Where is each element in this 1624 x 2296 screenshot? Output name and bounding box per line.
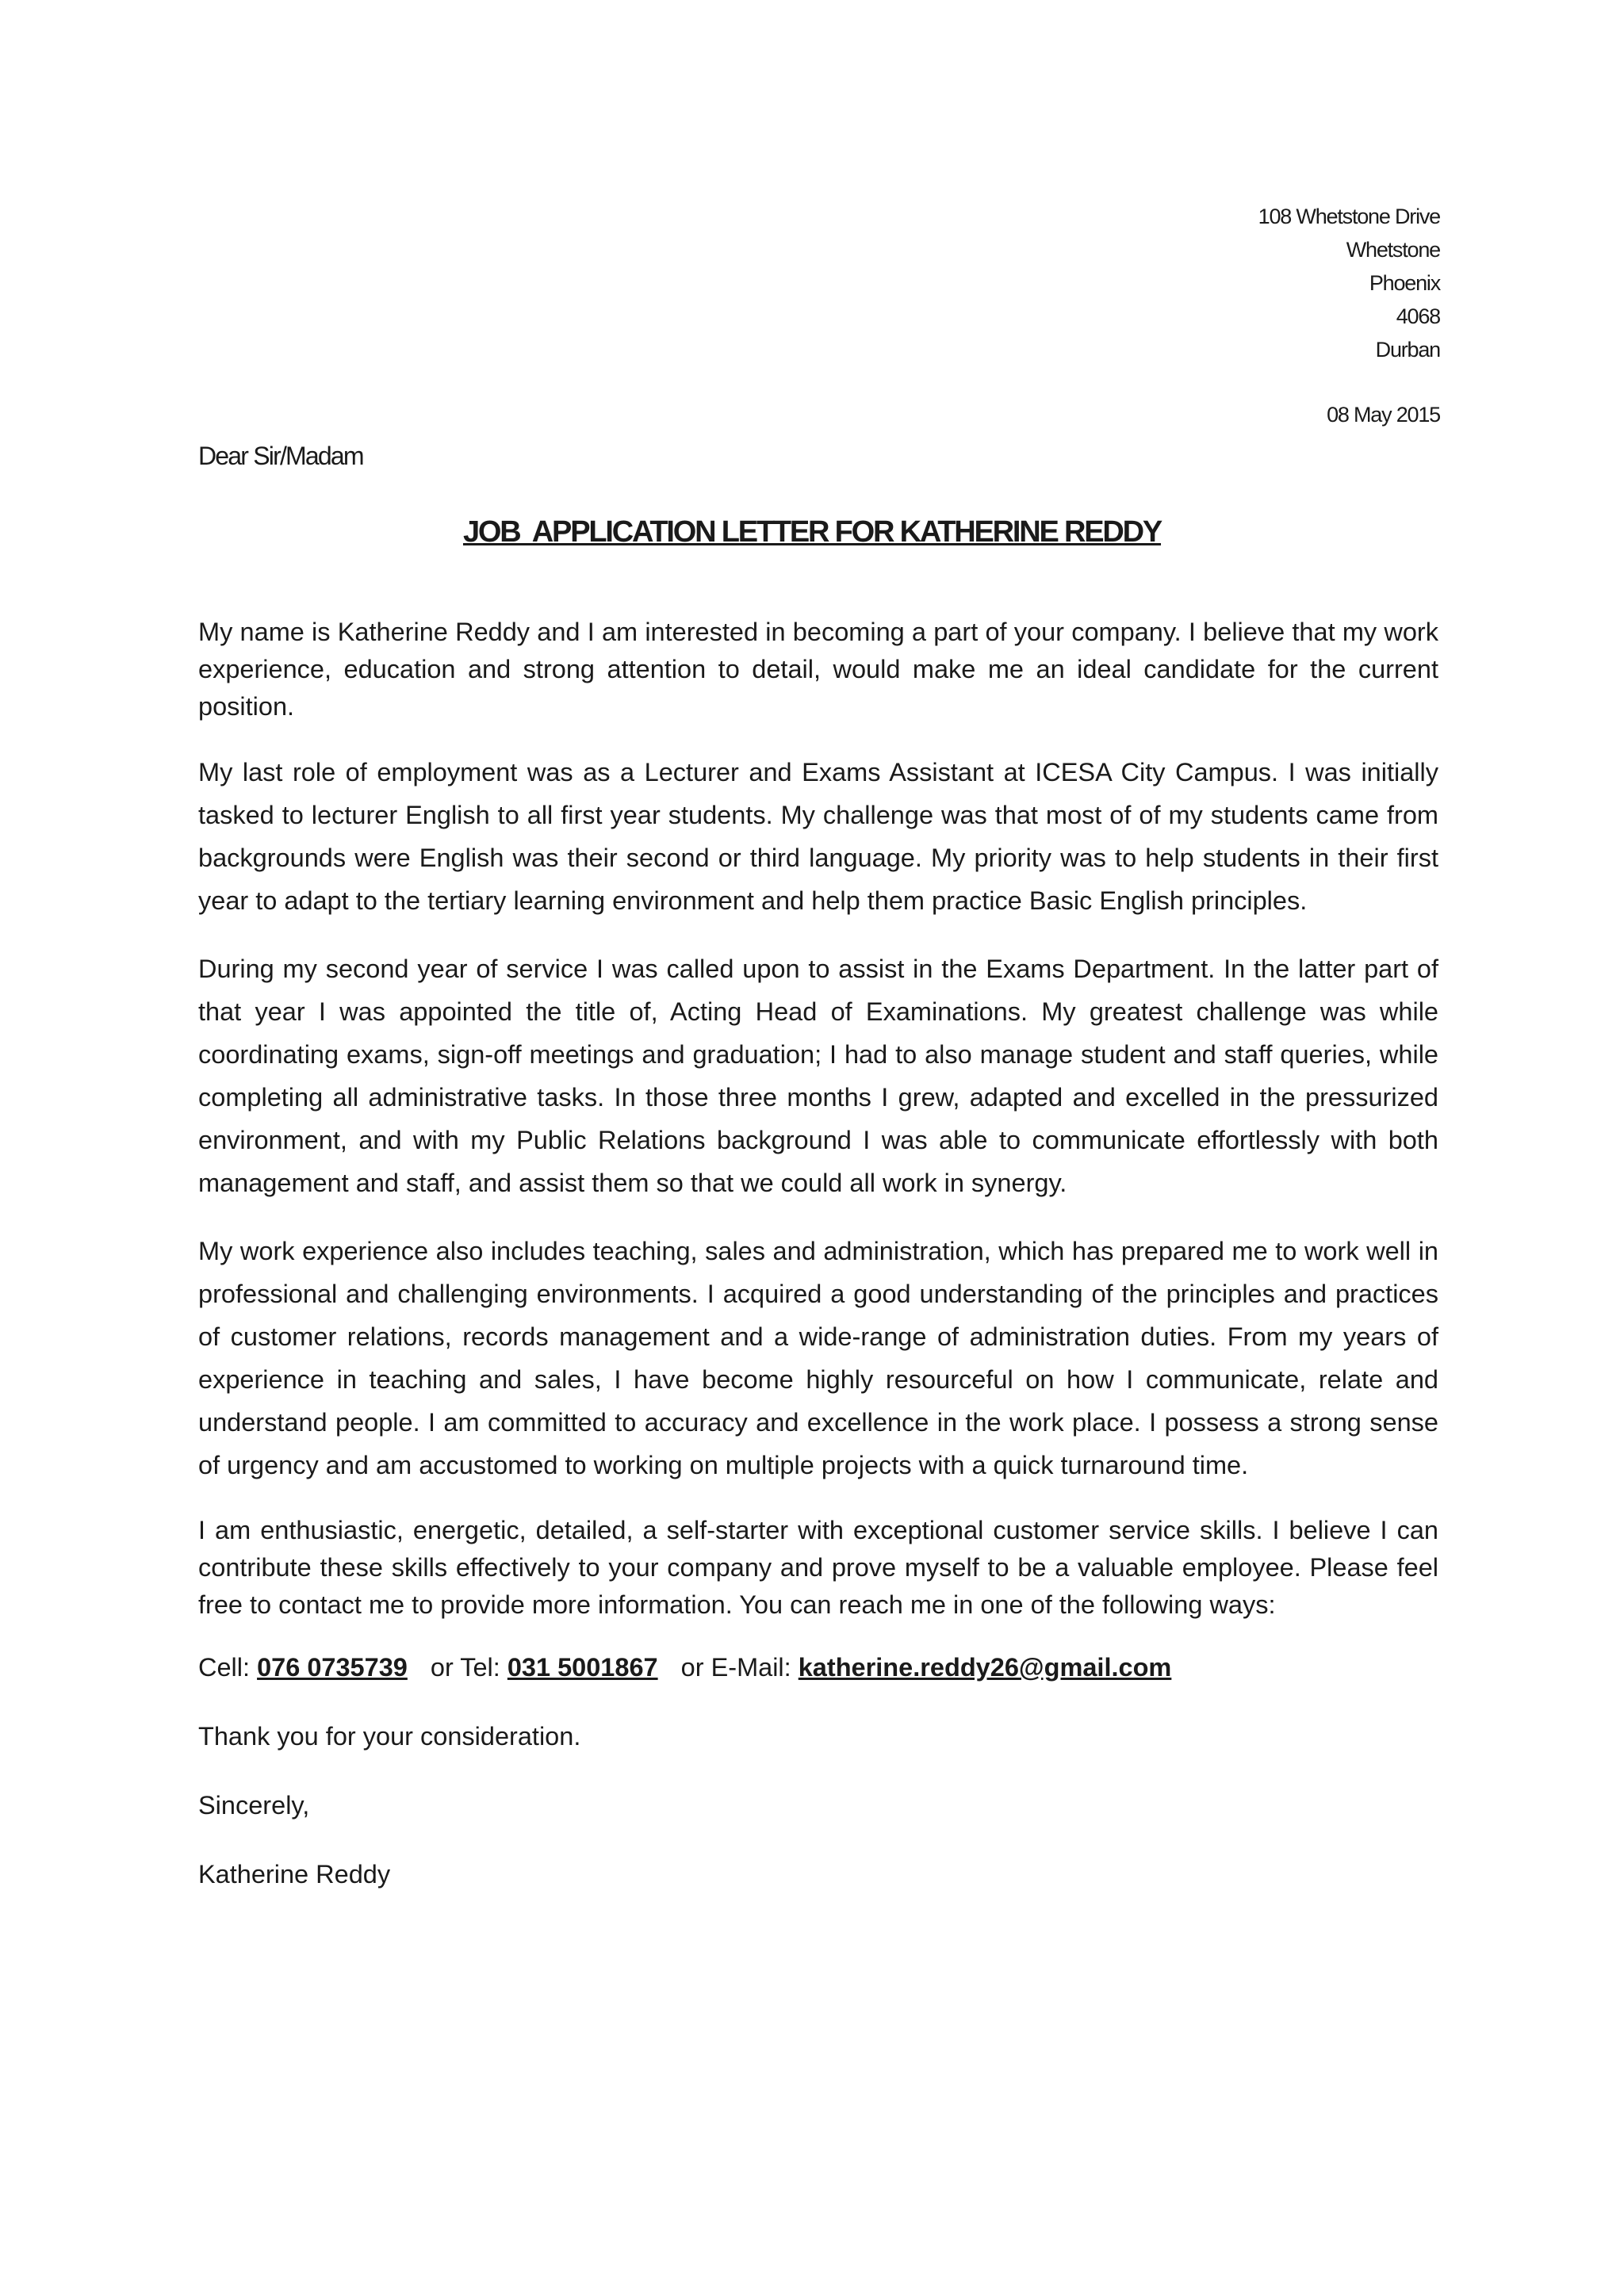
signature-name: Katherine Reddy (198, 1860, 391, 1888)
paragraph-exams-department: During my second year of service I was called upon to assist in the Exams Department. In the latter part of that year I was appointed the title of, Acting Head of Examinations. My greatest challenge was while coordinating exams, sign-off meetings and graduation; I had to also manage student and staff queries, while completing all administrative tasks. In those three months I grew, adapted and excelled in the pressurized environment, and with my Public Relations background I was able to communicate effortlessly with both management and staff, and assist them so that we could all work in synergy. (198, 955, 1438, 1197)
thank-you-line: Thank you for your consideration. (198, 1722, 581, 1751)
paragraph-work-experience: My work experience also includes teaching, sales and administration, which has prepared me to work well in professional and challenging environments. I acquired a good understanding of the principles and practices of customer relations, records management and a wide-range of administration duties. From my years of experience in teaching and sales, I have become highly resourceful on how I communicate, relate and understand people. I am committed to accuracy and excellence in the work place. I possess a strong sense of urgency and am accustomed to working on multiple projects with a quick turnaround time. (198, 1237, 1438, 1479)
address-line-city: Durban (1375, 338, 1440, 362)
email-link[interactable]: katherine.reddy26@gmail.com (798, 1653, 1172, 1682)
tel-label: or Tel: (430, 1653, 500, 1682)
letter-body (198, 614, 1438, 1925)
address-line-street: 108 Whetstone Drive (1258, 205, 1440, 228)
cell-number: 076 0735739 (257, 1653, 408, 1682)
sender-address (1258, 200, 1440, 366)
paragraph-closing-pitch: I am enthusiastic, energetic, detailed, a self-starter with exceptional customer service skills. I believe I can contribute these skills effectively to your company and prove myself to be a valuable employee. Please feel free to contact me to provide more information. You can reach me in one of the following ways: (198, 1516, 1438, 1619)
sign-off: Sincerely, (198, 1791, 310, 1820)
salutation: Dear Sir/Madam (198, 442, 363, 470)
tel-number: 031 5001867 (507, 1653, 658, 1682)
letter-title: JOB APPLICATION LETTER FOR KATHERINE REDDY (462, 515, 1162, 549)
paragraph-introduction: My name is Katherine Reddy and I am interested in becoming a part of your company. I believe that my work experience, education and strong attention to detail, would make me an ideal candidate for the current position. (198, 618, 1438, 721)
letter-date: 08 May 2015 (1327, 403, 1440, 427)
contact-details (198, 1649, 1438, 1686)
address-line-postal-code: 4068 (1396, 304, 1440, 328)
email-label: or E-Mail: (680, 1653, 791, 1682)
paragraph-last-role: My last role of employment was as a Lecturer and Exams Assistant at ICESA City Campus. I was initially tasked to lecturer English to all first year students. My challenge was that most of of my students came from backgrounds were English was their second or third language. My priority was to help students in their first year to adapt to the tertiary learning environment and help them practice Basic English principles. (198, 758, 1438, 915)
cell-label: Cell: (198, 1653, 251, 1682)
address-line-suburb: Whetstone (1346, 238, 1440, 262)
address-line-area: Phoenix (1369, 271, 1440, 295)
